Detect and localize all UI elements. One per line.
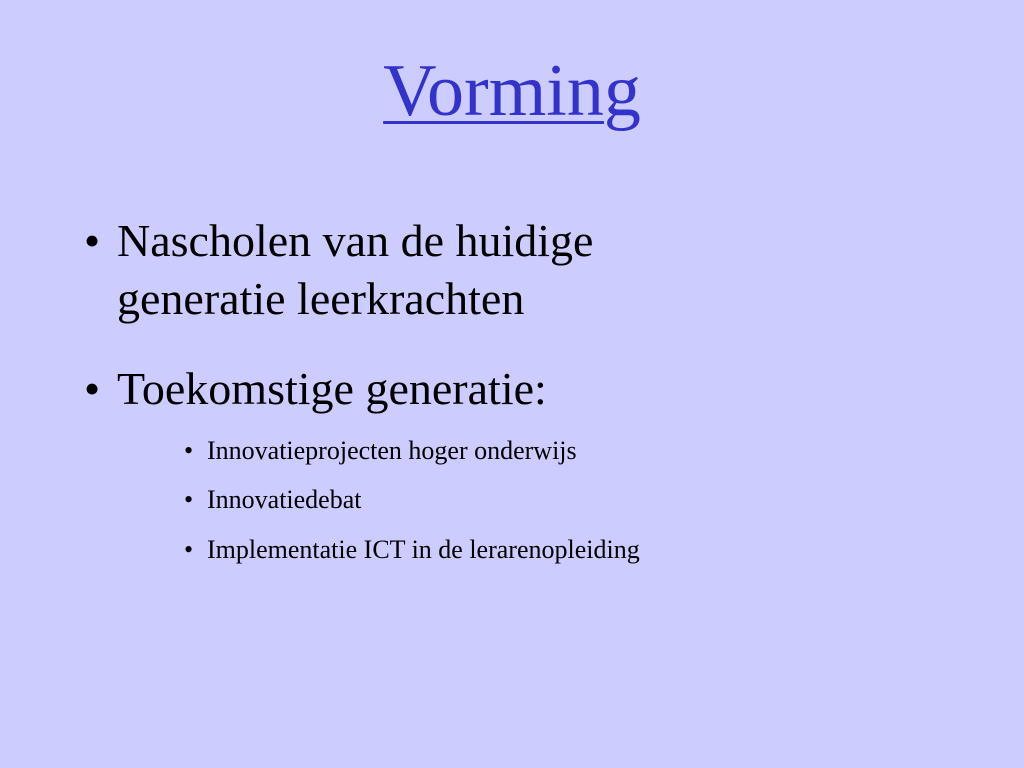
bullet-dot-icon: • (84, 363, 101, 414)
sub-bullet-dot-icon: • (184, 436, 194, 465)
bullet-dot-icon: • (84, 215, 101, 266)
bullet-item (84, 360, 764, 418)
sub-bullet-dot-icon: • (184, 485, 194, 514)
sub-bullet-item (184, 533, 884, 567)
sub-bullet-item (184, 483, 884, 517)
slide-title: Vorming (383, 50, 641, 132)
bullet-text: Nascholen van de huidige generatie leerkrachten (117, 215, 594, 324)
sub-bullet-dot-icon: • (184, 535, 194, 564)
sub-bullet-item (184, 434, 884, 468)
sub-bullet-text: Innovatieprojecten hoger onderwijs (207, 436, 577, 465)
bullet-text: Toekomstige generatie: (117, 363, 547, 414)
sub-bullet-text: Innovatiedebat (207, 485, 362, 514)
bullet-item (84, 212, 764, 328)
sub-bullet-text: Implementatie ICT in de lerarenopleiding (207, 535, 640, 564)
